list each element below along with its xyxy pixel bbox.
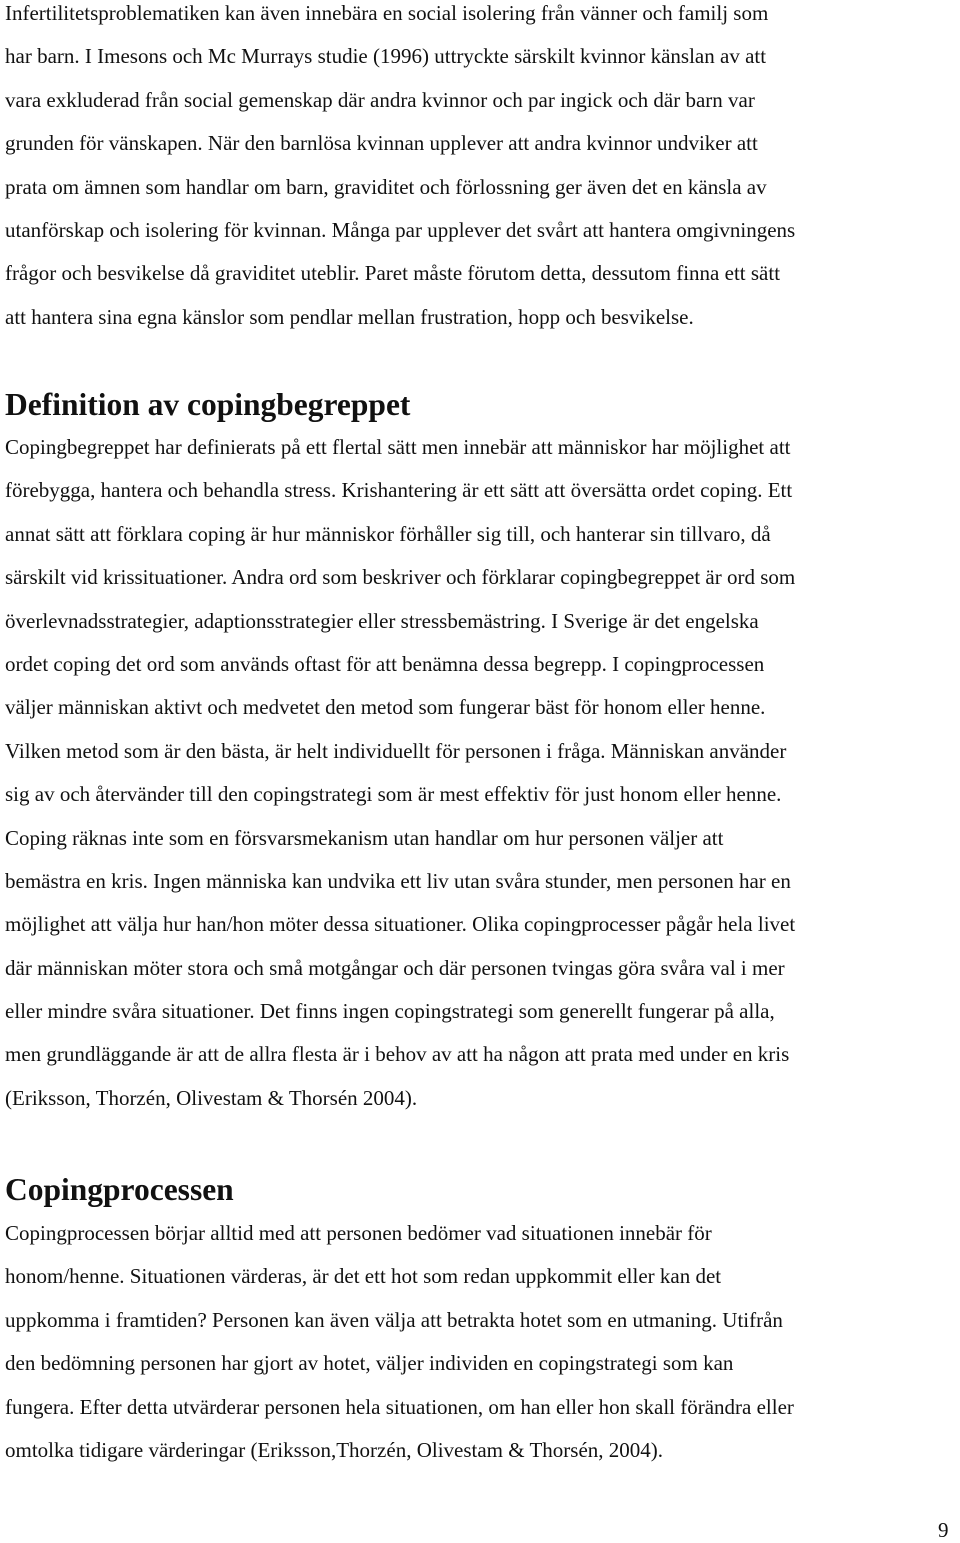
text-line: där människan möter stora och små motgångar och där personen tvingas göra svåra val i mer	[5, 955, 785, 980]
text-line: väljer människan aktivt och medvetet den metod som fungerar bäst för honom eller henne.	[5, 695, 766, 720]
text-line: prata om ämnen som handlar om barn, graviditet och förlossning ger även det en känsla av	[5, 174, 767, 199]
text-line: utanförskap och isolering för kvinnan. Många par upplever det svårt att hantera omgivningens	[5, 217, 796, 242]
text-line: annat sätt att förklara coping är hur människor förhåller sig till, och hanterar sin tillvaro, då	[5, 521, 771, 546]
text-line: vara exkluderad från social gemenskap där andra kvinnor och par ingick och där barn var	[5, 87, 755, 112]
text-line: omtolka tidigare värderingar (Eriksson,Thorzén, Olivestam & Thorsén, 2004).	[5, 1437, 664, 1462]
text-line: bemästra en kris. Ingen människa kan undvika ett liv utan svåra stunder, men personen har en	[5, 868, 791, 893]
page-number: 9	[938, 1518, 949, 1542]
paragraph-coping-definition	[5, 426, 795, 1120]
text-line: förebygga, hantera och behandla stress. Krishantering är ett sätt att översätta ordet coping. Ett	[5, 478, 793, 503]
text-line: (Eriksson, Thorzén, Olivestam & Thorsén 2004).	[5, 1085, 418, 1110]
text-line: ordet coping det ord som används oftast för att benämna dessa begrepp. I copingprocessen	[5, 651, 765, 676]
section-heading-coping-definition: Definition av copingbegreppet	[5, 387, 411, 422]
text-line: grunden för vänskapen. När den barnlösa kvinnan upplever att andra kvinnor undviker att	[5, 131, 758, 156]
text-line: men grundläggande är att de allra flesta är i behov av att ha någon att prata med under en kris	[5, 1042, 790, 1067]
text-line: uppkomma i framtiden? Personen kan även välja att betrakta hotet som en utmaning. Utifrån	[5, 1307, 783, 1332]
text-line: frågor och besvikelse då graviditet uteblir. Paret måste förutom detta, dessutom finna ett sätt	[5, 261, 781, 286]
text-line: att hantera sina egna känslor som pendlar mellan frustration, hopp och besvikelse.	[5, 304, 694, 329]
text-line: överlevnadsstrategier, adaptionsstrategier eller stressbemästring. I Sverige är det engelska	[5, 608, 759, 633]
text-line: Vilken metod som är den bästa, är helt individuellt för personen i fråga. Människan använder	[5, 738, 787, 763]
text-line: möjlighet att välja hur han/hon möter dessa situationer. Olika copingprocesser pågår hela livet	[5, 912, 796, 937]
paragraph-coping-process	[5, 1212, 794, 1472]
text-line: sig av och återvänder till den copingstrategi som är mest effektiv för just honom eller henne.	[5, 782, 782, 807]
text-line: särskilt vid krissituationer. Andra ord som beskriver och förklarar copingbegreppet är ord som	[5, 565, 796, 590]
text-line: Copingprocessen börjar alltid med att personen bedömer vad situationen innebär för	[5, 1221, 712, 1245]
text-line: Infertilitetsproblematiken kan även innebära en social isolering från vänner och familj som	[5, 1, 769, 25]
text-line: Coping räknas inte som en försvarsmekanism utan handlar om hur personen väljer att	[5, 825, 724, 850]
text-line: honom/henne. Situationen värderas, är det ett hot som redan uppkommit eller kan det	[5, 1264, 722, 1289]
text-line: har barn. I Imesons och Mc Murrays studie (1996) uttryckte särskilt kvinnor känslan av att	[5, 44, 767, 69]
text-line: eller mindre svåra situationer. Det finns ingen copingstrategi som generellt fungerar på alla,	[5, 999, 775, 1024]
text-line: fungera. Efter detta utvärderar personen hela situationen, om han eller hon skall förändra eller	[5, 1394, 794, 1419]
paragraph-infertility-isolation	[5, 0, 795, 339]
text-line: den bedömning personen har gjort av hotet, väljer individen en copingstrategi som kan	[5, 1351, 734, 1376]
text-line: Copingbegreppet har definierats på ett flertal sätt men innebär att människor har möjlighet att	[5, 435, 791, 459]
section-heading-coping-process: Copingprocessen	[5, 1172, 234, 1207]
